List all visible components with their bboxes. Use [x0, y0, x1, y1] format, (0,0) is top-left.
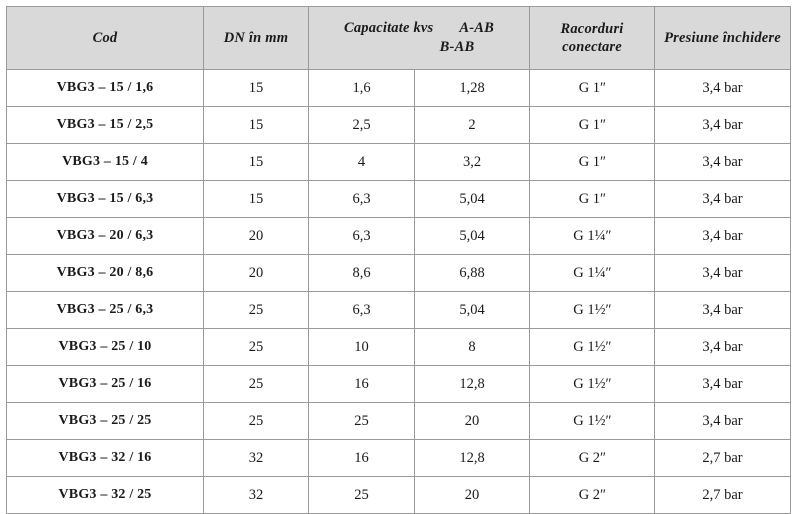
specifications-table — [6, 6, 791, 514]
cell-ab: 6,88 — [415, 255, 530, 292]
column-header-presiune: Presiune închidere — [655, 7, 791, 70]
column-header-racorduri: Racorduri conectare — [530, 7, 655, 70]
table-row — [7, 218, 791, 255]
cell-ab: 1,28 — [415, 70, 530, 107]
table-header — [7, 7, 791, 70]
cell-cod: VBG3 – 15 / 4 — [7, 144, 204, 181]
table-row — [7, 366, 791, 403]
cell-racord: G 1¼ʺ — [530, 218, 655, 255]
cell-dn: 25 — [204, 292, 309, 329]
cell-racord: G 1½ʺ — [530, 403, 655, 440]
table-row — [7, 144, 791, 181]
column-header-dn: DN în mm — [204, 7, 309, 70]
cell-dn: 32 — [204, 440, 309, 477]
cell-cod: VBG3 – 32 / 25 — [7, 477, 204, 514]
header-row — [7, 7, 791, 70]
cell-presiune: 3,4 bar — [655, 366, 791, 403]
cell-kvs: 6,3 — [309, 218, 415, 255]
cell-kvs: 10 — [309, 329, 415, 366]
cell-ab: 20 — [415, 477, 530, 514]
cell-dn: 20 — [204, 255, 309, 292]
cell-presiune: 2,7 bar — [655, 440, 791, 477]
cell-cod: VBG3 – 32 / 16 — [7, 440, 204, 477]
cell-cod: VBG3 – 15 / 1,6 — [7, 70, 204, 107]
cell-racord: G 2ʺ — [530, 440, 655, 477]
cell-presiune: 3,4 bar — [655, 329, 791, 366]
cell-racord: G 1¼ʺ — [530, 255, 655, 292]
cell-ab: 20 — [415, 403, 530, 440]
cell-kvs: 4 — [309, 144, 415, 181]
cell-presiune: 3,4 bar — [655, 107, 791, 144]
cell-ab: 5,04 — [415, 292, 530, 329]
cell-racord: G 1½ʺ — [530, 366, 655, 403]
cell-presiune: 3,4 bar — [655, 144, 791, 181]
table-row — [7, 477, 791, 514]
cell-dn: 25 — [204, 329, 309, 366]
cell-cod: VBG3 – 25 / 16 — [7, 366, 204, 403]
table-body — [7, 70, 791, 514]
cell-ab: 12,8 — [415, 366, 530, 403]
cell-kvs: 2,5 — [309, 107, 415, 144]
table-row — [7, 440, 791, 477]
cell-ab: 12,8 — [415, 440, 530, 477]
cell-ab: 2 — [415, 107, 530, 144]
cell-dn: 32 — [204, 477, 309, 514]
cell-presiune: 3,4 bar — [655, 70, 791, 107]
cell-kvs: 25 — [309, 403, 415, 440]
table-row — [7, 107, 791, 144]
cell-cod: VBG3 – 15 / 6,3 — [7, 181, 204, 218]
cell-kvs: 6,3 — [309, 181, 415, 218]
cell-kvs: 1,6 — [309, 70, 415, 107]
cell-cod: VBG3 – 15 / 2,5 — [7, 107, 204, 144]
cell-kvs: 8,6 — [309, 255, 415, 292]
cell-racord: G 1ʺ — [530, 181, 655, 218]
cell-ab: 3,2 — [415, 144, 530, 181]
cell-presiune: 2,7 bar — [655, 477, 791, 514]
cell-dn: 25 — [204, 403, 309, 440]
column-header-kvs-label: Capacitate kvs — [343, 20, 434, 37]
cell-cod: VBG3 – 25 / 6,3 — [7, 292, 204, 329]
cell-cod: VBG3 – 20 / 8,6 — [7, 255, 204, 292]
table-row — [7, 181, 791, 218]
table-row — [7, 403, 791, 440]
table-row — [7, 292, 791, 329]
cell-ab: 5,04 — [415, 181, 530, 218]
cell-presiune: 3,4 bar — [655, 218, 791, 255]
cell-presiune: 3,4 bar — [655, 292, 791, 329]
cell-racord: G 2ʺ — [530, 477, 655, 514]
cell-ab: 8 — [415, 329, 530, 366]
cell-racord: G 1ʺ — [530, 107, 655, 144]
cell-racord: G 1½ʺ — [530, 329, 655, 366]
column-header-capacitate-kvs — [309, 7, 530, 70]
table-row — [7, 329, 791, 366]
cell-dn: 20 — [204, 218, 309, 255]
cell-kvs: 16 — [309, 366, 415, 403]
cell-racord: G 1ʺ — [530, 144, 655, 181]
cell-kvs: 16 — [309, 440, 415, 477]
cell-racord: G 1½ʺ — [530, 292, 655, 329]
cell-presiune: 3,4 bar — [655, 181, 791, 218]
column-header-kvs-a-ab: A-AB — [459, 20, 495, 37]
cell-ab: 5,04 — [415, 218, 530, 255]
column-header-cod: Cod — [7, 7, 204, 70]
cell-dn: 15 — [204, 107, 309, 144]
cell-kvs: 6,3 — [309, 292, 415, 329]
cell-presiune: 3,4 bar — [655, 255, 791, 292]
table-row — [7, 255, 791, 292]
table-row — [7, 70, 791, 107]
cell-presiune: 3,4 bar — [655, 403, 791, 440]
cell-dn: 25 — [204, 366, 309, 403]
cell-dn: 15 — [204, 144, 309, 181]
cell-cod: VBG3 – 25 / 10 — [7, 329, 204, 366]
cell-dn: 15 — [204, 181, 309, 218]
cell-cod: VBG3 – 25 / 25 — [7, 403, 204, 440]
cell-cod: VBG3 – 20 / 6,3 — [7, 218, 204, 255]
cell-dn: 15 — [204, 70, 309, 107]
column-header-kvs-b-ab: B-AB — [439, 39, 475, 55]
cell-kvs: 25 — [309, 477, 415, 514]
cell-racord: G 1ʺ — [530, 70, 655, 107]
